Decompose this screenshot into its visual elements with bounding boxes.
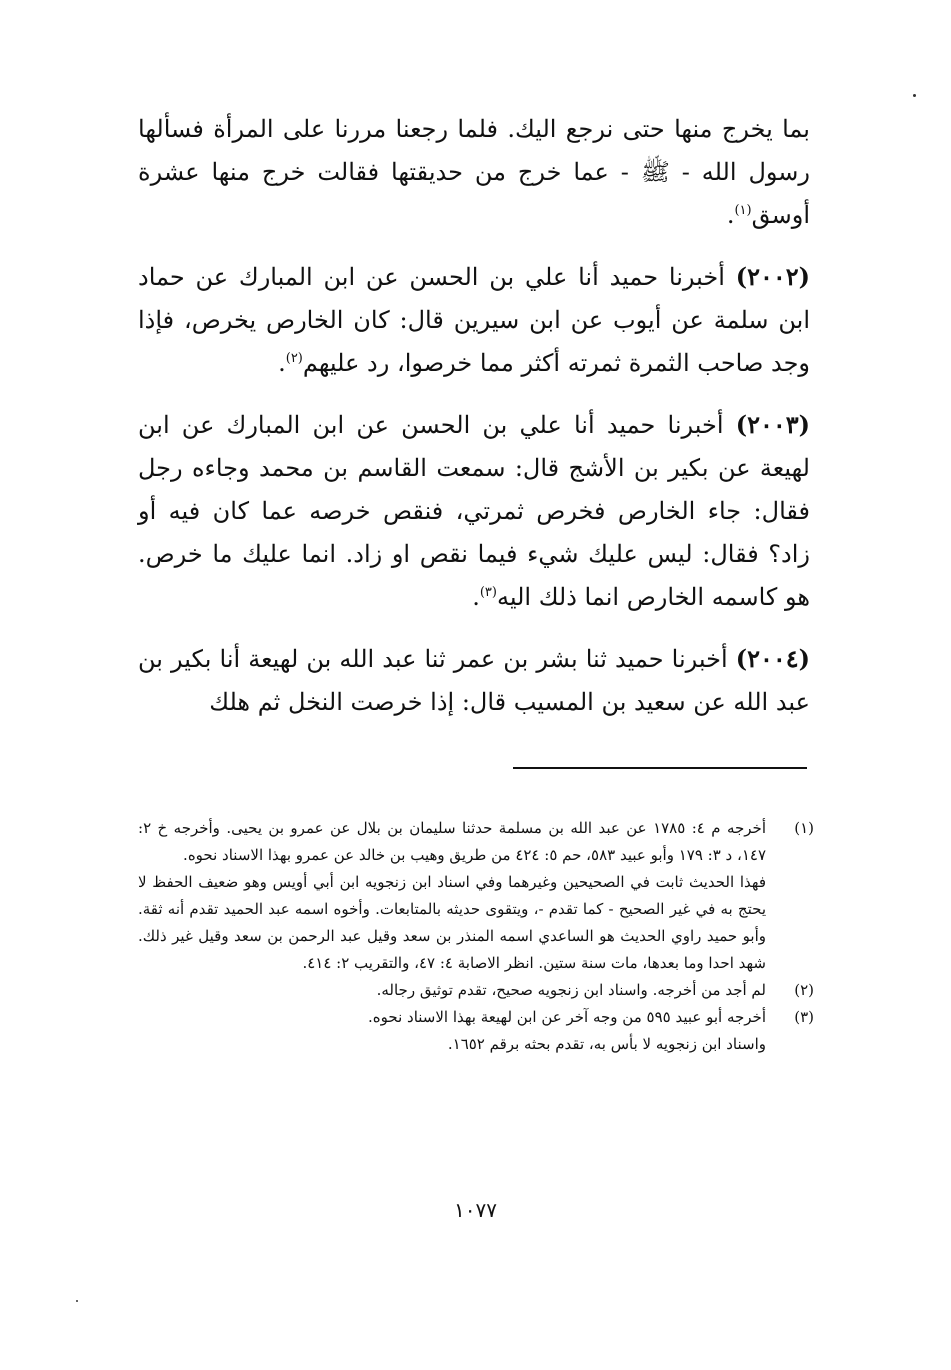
paragraph-continuation <box>138 108 810 237</box>
paragraph-end: . <box>726 201 735 229</box>
paragraph-text: بما يخرج منها حتى نرجع اليك. فلما رجعنا مررنا على المرأة فسألها رسول الله - ﷺ - عما خرج من حديقتها فقالت خرج منها عشرة أوسق <box>138 115 810 229</box>
footnote-1 <box>138 815 814 869</box>
footnote-number: (٣) <box>794 1008 814 1026</box>
scan-speck <box>913 94 916 97</box>
footnote-divider <box>513 767 807 769</box>
main-text <box>138 108 810 742</box>
footnote-text: لم أجد من أخرجه. واسناد ابن زنجويه صحيح، تقدم توثيق رجاله. <box>376 981 766 999</box>
footnote-text: أخرجه م ٤: ١٧٨٥ عن عبد الله بن مسلمة حدثنا سليمان بن بلال عن عمرو بن يحيى. وأخرجه خ ٢: ١٤٧، د ٣: ١٧٩ وأبو عبيد ٥٨٣، حم ٥: ٤٢٤ من طريق وهيب بن خالد عن عمرو بهذا الاسناد نحوه. <box>138 819 767 864</box>
hadith-number: (٢٠٠٢) <box>735 262 810 291</box>
footnote-3 <box>138 1004 814 1031</box>
footnote-number: (٢) <box>794 981 814 999</box>
paragraph-2004 <box>138 637 810 724</box>
paragraph-text: أخبرنا حميد أنا علي بن الحسن عن ابن المبارك عن حماد ابن سلمة عن أيوب عن ابن سيرين قال: كان الخارص يخرص، فإذا وجد صاحب الثمرة ثمرته أكثر مما خرصوا، رد عليهم <box>138 263 810 377</box>
scan-speck <box>76 1300 78 1302</box>
footnote-3-continuation: واسناد ابن زنجويه لا بأس به، تقدم بحثه برقم ١٦٥٢. <box>447 1035 766 1053</box>
paragraph-end: . <box>278 349 286 377</box>
page-number: ١٠٧٧ <box>454 1198 497 1222</box>
hadith-number: (٢٠٠٣) <box>735 410 810 439</box>
paragraph-text: أخبرنا حميد ثنا بشر بن عمر ثنا عبد الله بن لهيعة أنا بكير بن عبد الله عن سعيد بن المسيب قال: إذا خرصت النخل ثم هلك <box>138 645 810 716</box>
footnote-number: (١) <box>794 819 814 837</box>
footnotes <box>138 815 814 1058</box>
footnote-2 <box>138 977 814 1004</box>
paragraph-end: . <box>472 583 480 611</box>
hadith-number: (٢٠٠٤) <box>735 644 810 673</box>
footnote-1-continuation: فهذا الحديث ثابت في الصحيحين وغيرهما وفي اسناد ابن زنجويه ابن أبي أويس وهو ضعيف الحفظ لا يحتج به في غير الصحيح - كما تقدم -، ويتقوى حديثه بالمتابعات. وأخوه اسمه عبد الحميد تقدم أنه ثقة. وأبو حميد راوي الحديث هو الساعدي اسمه المنذر بن سعد وقيل عبد الرحمن بن سعد وقيل غير ذلك. شهد احدا وما بعدها، مات سنة ستين. انظر الاصابة ٤: ٤٧، والتقريب ٢: ٤١٤. <box>138 873 766 972</box>
paragraph-2003 <box>138 403 810 619</box>
footnote-ref-3: (٣) <box>479 585 497 600</box>
footnote-text: أخرجه أبو عبيد ٥٩٥ من وجه آخر عن ابن لهيعة بهذا الاسناد نحوه. <box>368 1008 766 1026</box>
paragraph-2002 <box>138 255 810 385</box>
footnote-ref-2: (٢) <box>285 351 303 366</box>
paragraph-text: أخبرنا حميد أنا علي بن الحسن عن ابن المبارك عن ابن لهيعة عن بكير بن الأشج قال: سمعت القاسم بن محمد وجاءه رجل فقال: جاء الخارص فخرص ثمرتي، فنقص خرصه عما كان فيه أو زاد؟ فقال: ليس عليك شيء فيما نقص او زاد. انما عليك ما خرص. هو كاسمه الخارص انما ذلك اليه <box>138 411 810 611</box>
footnote-ref-1: (١) <box>734 203 752 218</box>
